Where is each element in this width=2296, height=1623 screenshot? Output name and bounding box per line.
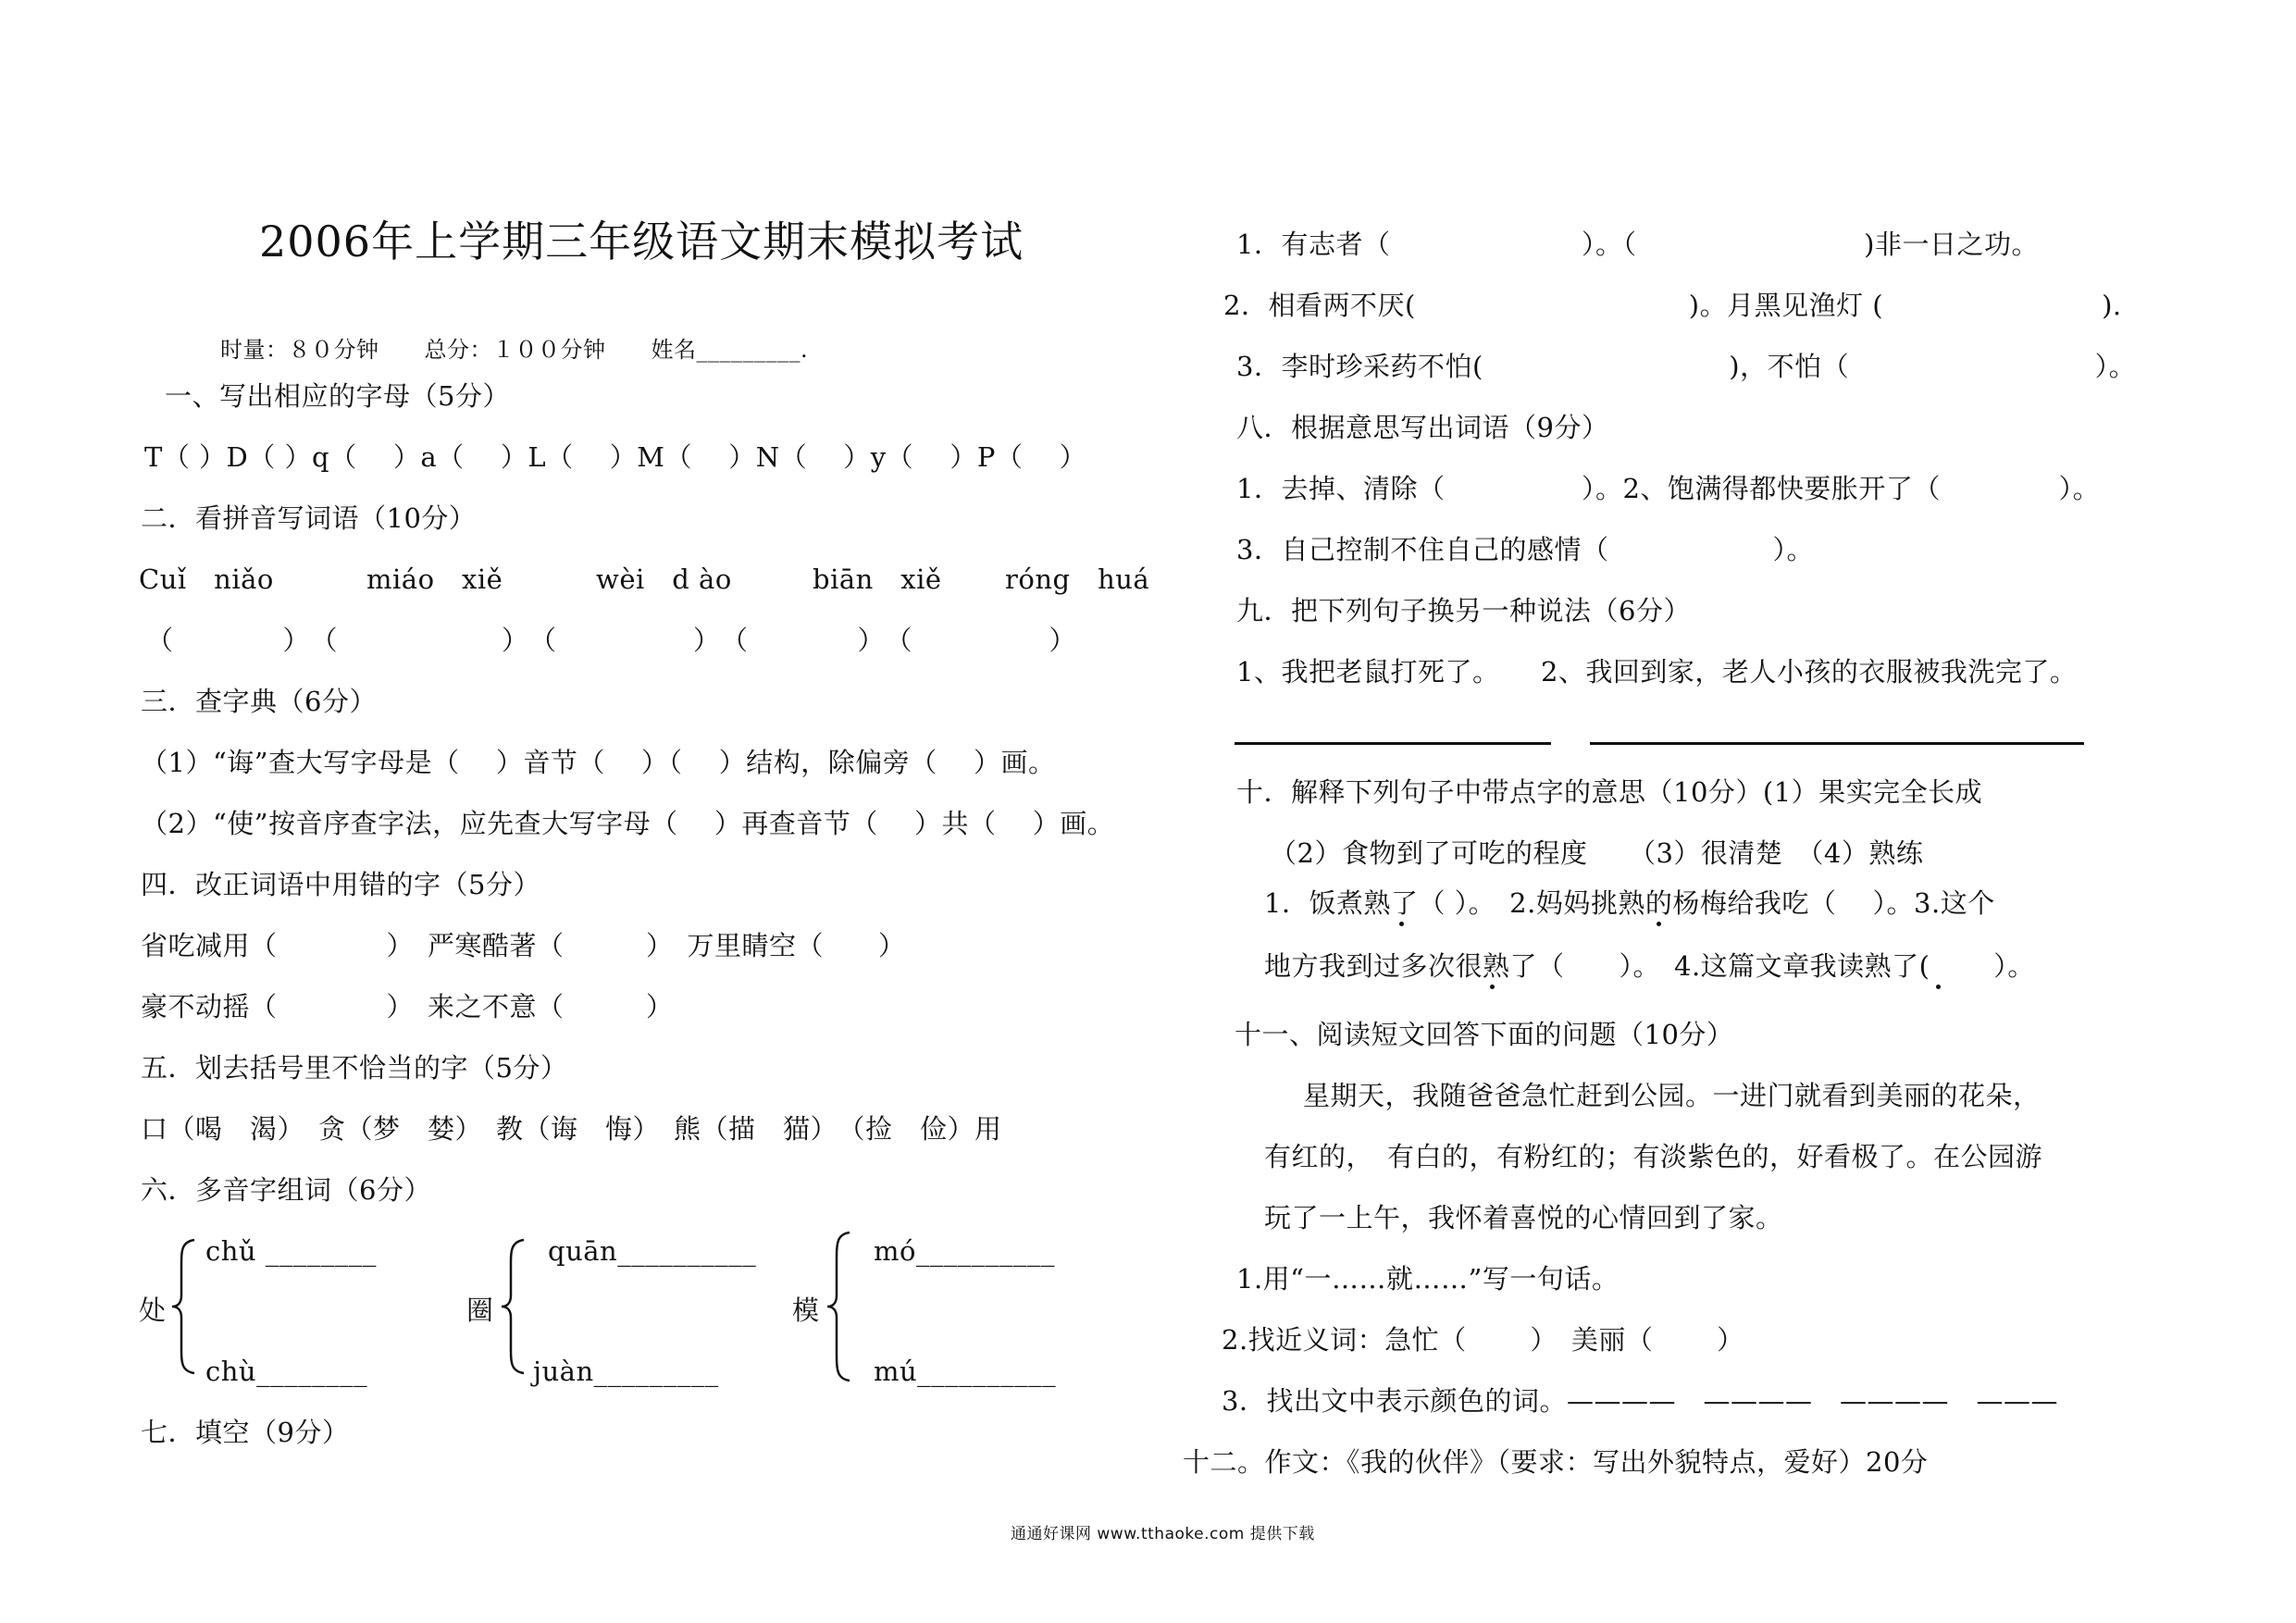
pinyin-blanks: （ ） （ ） （ ） （ ） （ ）	[146, 625, 1077, 656]
polyphone-bottom-3: mú__________	[874, 1356, 1057, 1387]
page-title: 2006年上学期三年级语文期末模拟考试	[259, 217, 1024, 266]
answer-line	[1590, 742, 2084, 745]
section-4-line2: 豪不动摇（ ） 来之不意（ ）	[141, 991, 674, 1022]
section-1-heading: 一、写出相应的字母（5分）	[165, 380, 510, 412]
section-2-heading: 二．看拼音写词语（10分）	[141, 502, 477, 534]
section-10-q1: 1．饭煮熟了（ ）。 2.妈妈挑熟的杨梅给我吃（ ）。3.这个	[1264, 887, 1995, 919]
section-11-q1: 1.用“一……就……”写一句话。	[1236, 1263, 1620, 1295]
footer-credit: 通通好课网 www.tthaoke.com 提供下载	[1011, 1525, 1315, 1543]
section-5-line: 口（喝 渴） 贪（梦 婪） 教（诲 悔） 熊（描 猫） （捡 俭）用	[141, 1113, 1002, 1145]
polyphone-bottom-2: juàn_________	[533, 1356, 719, 1387]
section-8-heading: 八．根据意思写出词语（9分）	[1236, 412, 1609, 443]
section-6-heading: 六．多音字组词（6分）	[141, 1174, 431, 1206]
emphasis-dot	[1657, 922, 1661, 926]
passage-line-3: 玩了一上午，我怀着喜悦的心情回到了家。	[1264, 1202, 1783, 1233]
section-5-heading: 五．划去括号里不恰当的字（5分）	[141, 1052, 568, 1084]
section-7-q1: 1．有志者（ ）。（ )非一日之功。	[1236, 229, 2039, 260]
brace-icon	[500, 1238, 527, 1375]
section-3-heading: 三．查字典（6分）	[141, 686, 377, 717]
polyphone-char-3: 模	[792, 1295, 820, 1326]
section-11-q3: 3．找出文中表示颜色的词。———— ———— ———— ———	[1222, 1385, 2058, 1417]
emphasis-dot	[1936, 985, 1941, 989]
section-10-q2: 地方我到过多次很熟了（ ）。 4.这篇文章我读熟了( ）。	[1264, 950, 2035, 982]
section-8-q1: 1．去掉、清除（ ）。2、饱满得都快要胀开了（ ）。	[1236, 473, 2101, 504]
polyphone-top-1: chǔ ________	[205, 1235, 377, 1267]
section-10-heading: 十．解释下列句子中带点字的意思（10分）(1）果实完全长成	[1236, 776, 1983, 808]
answer-line	[1235, 742, 1551, 745]
section-4-line1: 省吃减用（ ） 严寒酷著（ ） 万里睛空（ ）	[141, 930, 906, 961]
brace-icon	[825, 1231, 853, 1382]
section-7-q2: 2．相看两不厌( )。月黑见渔灯 ( ).	[1223, 290, 2122, 321]
section-3-q1: （1）“诲”查大写字母是（ ）音节（ ）（ ）结构，除偏旁（ ）画。	[141, 747, 1056, 778]
section-1-line: T（ ）D（ ）q（ ）a（ ）L（ ）M（ ）N（ ）y（ ）P（ ）	[144, 441, 1087, 473]
section-9-heading: 九．把下列句子换另一种说法（6分）	[1236, 595, 1691, 626]
polyphone-char-2: 圈	[466, 1295, 494, 1326]
section-7-q3: 3．李时珍采药不怕( )，不怕（ ）。	[1236, 351, 2137, 382]
pinyin-2: miáo xiě	[366, 564, 503, 595]
section-11-q2: 2.找近义词：急忙（ ） 美丽（ ）	[1222, 1324, 1744, 1356]
emphasis-dot	[1490, 985, 1495, 989]
pinyin-1: Cuǐ niǎo	[139, 564, 274, 595]
polyphone-char-1: 处	[139, 1295, 167, 1326]
emphasis-dot	[1399, 922, 1404, 926]
polyphone-top-2: quān__________	[548, 1235, 757, 1267]
passage-line-1: 星期天，我随爸爸急忙赶到公园。一进门就看到美丽的花朵，	[1303, 1080, 2041, 1111]
polyphone-top-3: mó__________	[874, 1235, 1055, 1267]
section-12: 十二。作文：《我的伙伴》（要求：写出外貌特点，爱好）20分	[1183, 1446, 1929, 1478]
section-11-heading: 十一、阅读短文回答下面的问题（10分）	[1235, 1019, 1734, 1050]
section-10-options: （2）食物到了可吃的程度 （3）很清楚 （4）熟练	[1270, 837, 1924, 869]
section-7-heading: 七．填空（9分）	[141, 1417, 350, 1448]
polyphone-bottom-1: chù________	[205, 1356, 368, 1387]
section-9-line: 1、我把老鼠打死了。 2、我回到家，老人小孩的衣服被我洗完了。	[1236, 656, 2078, 688]
passage-line-2: 有红的， 有白的，有粉红的；有淡紫色的，好看极了。在公园游	[1264, 1141, 2043, 1172]
section-3-q2: （2）“使”按音序查字法，应先查大写字母（ ）再查音节（ ）共（ ）画。	[141, 808, 1115, 839]
section-4-heading: 四．改正词语中用错的字（5分）	[141, 869, 540, 900]
pinyin-4: biān xiě	[813, 564, 942, 595]
pinyin-5: róng huá	[1005, 564, 1150, 595]
exam-info: 时量：８０分钟 总分：１００分钟 姓名_________.	[220, 337, 809, 363]
section-8-q2: 3．自己控制不住自己的感情（ ）。	[1236, 534, 1814, 565]
brace-icon	[170, 1238, 198, 1375]
pinyin-3: wèi d ào	[596, 564, 732, 595]
